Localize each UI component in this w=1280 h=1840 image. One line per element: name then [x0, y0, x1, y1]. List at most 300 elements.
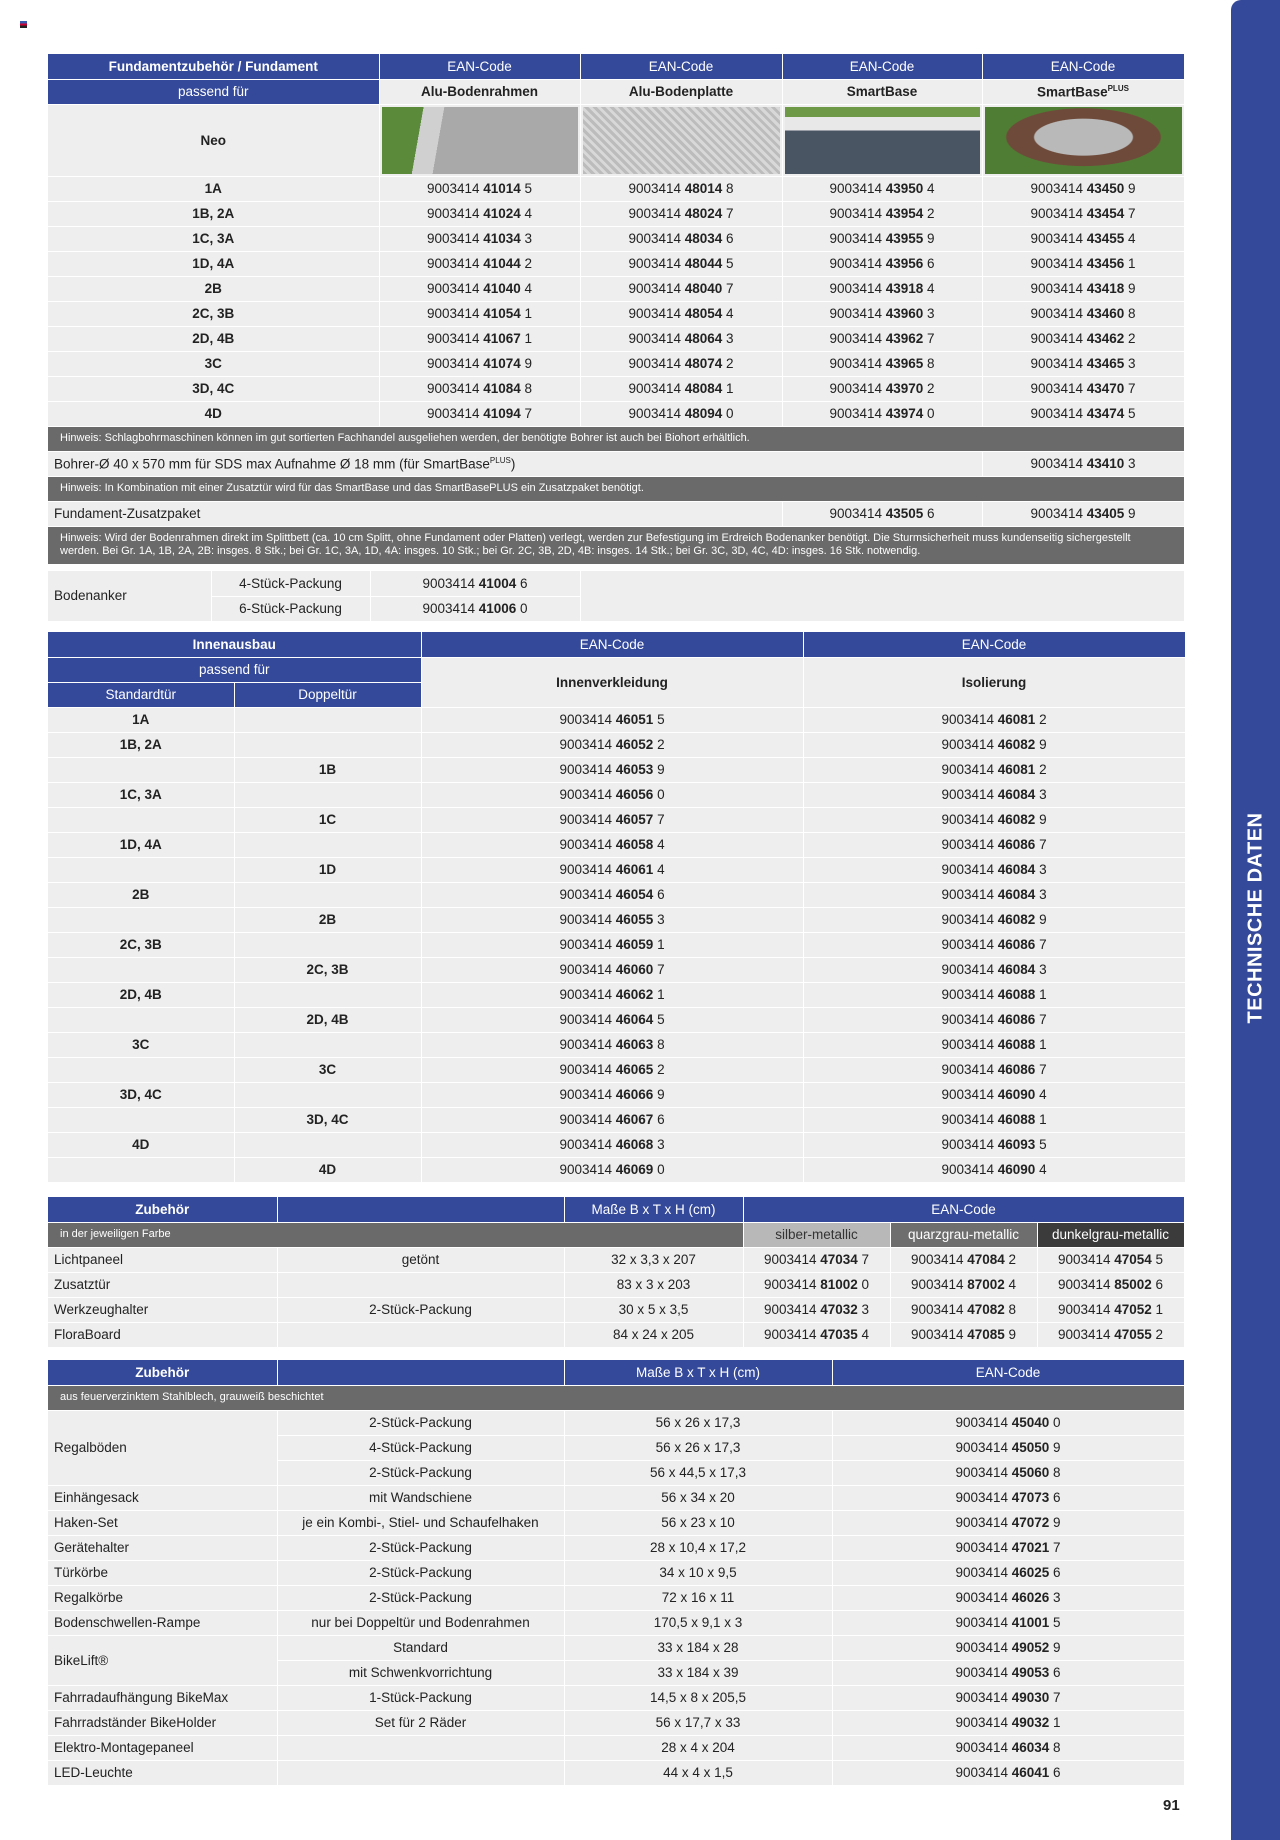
ean-check-digit: 1 — [1049, 1715, 1061, 1730]
item-note — [277, 1735, 564, 1760]
standardtuer-size: 2B — [48, 882, 234, 907]
zubehoer-farbe-table — [48, 1197, 1185, 1348]
isolierung-ean — [803, 1082, 1185, 1107]
ean-code — [832, 1660, 1184, 1685]
ean-article-number: 41054 — [483, 306, 521, 321]
table-row — [48, 1410, 1184, 1435]
ean-code — [832, 1735, 1184, 1760]
table-row — [48, 1710, 1184, 1735]
ean-check-digit: 4 — [857, 1327, 870, 1342]
standardtuer-size — [48, 1007, 234, 1032]
item-note: je ein Kombi-, Stiel- und Schaufelhaken — [277, 1510, 564, 1535]
ean-prefix: 9003414 — [910, 1302, 968, 1317]
item-dimensions: 84 x 24 x 205 — [564, 1322, 743, 1347]
ean-article-number: 41006 — [478, 601, 517, 616]
ean-article-number: 49053 — [1011, 1665, 1050, 1680]
item-note: 2-Stück-Packung — [277, 1535, 564, 1560]
ean-prefix: 9003414 — [829, 506, 886, 521]
color-silber-metallic: silber-metallic — [743, 1222, 890, 1247]
ean-check-digit: 2 — [1004, 1252, 1017, 1267]
ean-article-number: 46084 — [997, 962, 1036, 977]
item-note: 2-Stück-Packung — [277, 1410, 564, 1435]
ean-prefix: 9003414 — [628, 256, 685, 271]
ean-article-number: 47085 — [967, 1327, 1005, 1342]
ean-check-digit: 3 — [520, 231, 533, 246]
ean-check-digit: 9 — [1049, 1515, 1061, 1530]
table-row — [48, 1485, 1184, 1510]
ean-article-number: 47055 — [1114, 1327, 1152, 1342]
ean-code — [782, 301, 982, 326]
ean-check-digit: 7 — [653, 812, 665, 827]
ean-article-number: 49030 — [1011, 1690, 1050, 1705]
ean-prefix: 9003414 — [955, 1440, 1012, 1455]
ean-code — [832, 1485, 1184, 1510]
ean-check-digit: 2 — [1035, 762, 1047, 777]
ean-prefix: 9003414 — [941, 1087, 998, 1102]
ean-article-number: 41094 — [483, 406, 521, 421]
ean-code — [782, 276, 982, 301]
ean-prefix: 9003414 — [426, 206, 484, 221]
ean-prefix: 9003414 — [422, 601, 479, 616]
bodenanker-ean — [370, 571, 580, 596]
ean-check-digit: 9 — [653, 1087, 665, 1102]
ean-prefix: 9003414 — [829, 181, 886, 196]
page-number: 91 — [1163, 1797, 1180, 1814]
ean-prefix: 9003414 — [941, 1137, 998, 1152]
ean-prefix: 9003414 — [829, 356, 886, 371]
ean-prefix: 9003414 — [941, 1062, 998, 1077]
ean-article-number: 41004 — [478, 575, 517, 591]
isolierung-ean — [803, 1007, 1185, 1032]
product-alu-bodenplatte: Alu-Bodenplatte — [580, 79, 782, 104]
ean-article-number: 48034 — [684, 231, 723, 246]
standardtuer-size — [48, 957, 234, 982]
ean-check-digit: 2 — [923, 206, 935, 221]
table-row — [48, 957, 1185, 982]
ean-article-number: 46060 — [615, 962, 654, 977]
ean-check-digit: 1 — [1035, 987, 1047, 1002]
ean-prefix: 9003414 — [628, 181, 685, 196]
ean-prefix: 9003414 — [763, 1277, 821, 1292]
item-name: Einhängesack — [48, 1485, 277, 1510]
ean-article-number: 43956 — [885, 256, 924, 271]
ean-header: EAN-Code — [743, 1197, 1184, 1222]
ean-article-number: 46088 — [997, 987, 1036, 1002]
ean-check-digit: 0 — [857, 1277, 870, 1292]
ean-article-number: 46082 — [997, 812, 1036, 827]
ean-prefix: 9003414 — [559, 887, 616, 902]
ean-article-number: 46082 — [997, 912, 1036, 927]
table-row — [48, 351, 1184, 376]
ean-code — [890, 1297, 1037, 1322]
color-quarzgrau-metallic: quarzgrau-metallic — [890, 1222, 1037, 1247]
ean-check-digit: 3 — [923, 306, 935, 321]
ean-code — [832, 1560, 1184, 1585]
table-row — [48, 732, 1185, 757]
ean-article-number: 43474 — [1086, 406, 1125, 421]
innenverkleidung-ean — [421, 807, 803, 832]
table-row — [48, 1560, 1184, 1585]
ean-article-number: 48044 — [684, 256, 723, 271]
table-row — [48, 782, 1185, 807]
ean-prefix: 9003414 — [559, 787, 616, 802]
size-label: 1B, 2A — [48, 201, 379, 226]
smartbase-plus-image — [982, 104, 1184, 176]
ean-article-number: 41067 — [483, 331, 521, 346]
ean-prefix: 9003414 — [941, 1012, 998, 1027]
bodenanker-label: Bodenanker — [48, 571, 211, 621]
ean-article-number: 46025 — [1011, 1565, 1050, 1580]
pack-size: 6-Stück-Packung — [211, 596, 370, 621]
ean-article-number: 45060 — [1011, 1465, 1050, 1480]
ean-prefix: 9003414 — [941, 712, 998, 727]
ean-check-digit: 5 — [653, 1012, 665, 1027]
ean-article-number: 43962 — [885, 331, 924, 346]
item-note: 2-Stück-Packung — [277, 1585, 564, 1610]
ean-check-digit: 7 — [1035, 837, 1047, 852]
innenverkleidung-ean — [421, 1007, 803, 1032]
bohrer-label — [48, 451, 982, 476]
innenverkleidung-ean — [421, 1082, 803, 1107]
ean-check-digit: 5 — [1151, 1252, 1164, 1267]
ean-prefix: 9003414 — [941, 1162, 998, 1177]
ean-check-digit: 4 — [1124, 231, 1136, 246]
ean-code — [982, 251, 1184, 276]
ean-check-digit: 4 — [1004, 1277, 1017, 1292]
ean-check-digit: 6 — [653, 887, 665, 902]
ean-check-digit: 4 — [1035, 1087, 1047, 1102]
ean-code — [1037, 1247, 1184, 1272]
ean-code — [379, 301, 580, 326]
ean-check-digit: 4 — [722, 306, 734, 321]
innenverkleidung-ean — [421, 1157, 803, 1182]
zusatzpaket-ean — [782, 501, 982, 526]
ean-article-number: 87002 — [967, 1277, 1005, 1292]
ean-prefix: 9003414 — [628, 206, 685, 221]
color-dunkelgrau-metallic: dunkelgrau-metallic — [1037, 1222, 1184, 1247]
ean-code — [832, 1635, 1184, 1660]
section-sidebar-tab — [1231, 0, 1280, 1840]
item-note: 2-Stück-Packung — [277, 1297, 564, 1322]
hint-farbe: in der jeweiligen Farbe — [48, 1222, 743, 1247]
ean-check-digit: 9 — [1124, 181, 1136, 196]
item-dimensions: 30 x 5 x 3,5 — [564, 1297, 743, 1322]
ean-article-number: 46081 — [997, 712, 1036, 727]
ean-code — [982, 201, 1184, 226]
doppeltuer-size: 2B — [234, 907, 421, 932]
table-row — [48, 1685, 1184, 1710]
ean-check-digit: 3 — [1035, 862, 1047, 877]
standardtuer-size: 2C, 3B — [48, 932, 234, 957]
ean-code — [782, 226, 982, 251]
ean-article-number: 41034 — [483, 231, 521, 246]
ean-prefix: 9003414 — [955, 1740, 1012, 1755]
ean-article-number: 47054 — [1114, 1252, 1152, 1267]
ean-article-number: 41040 — [483, 281, 521, 296]
ean-prefix: 9003414 — [955, 1640, 1012, 1655]
ean-prefix: 9003414 — [426, 356, 484, 371]
ean-article-number: 41074 — [483, 356, 521, 371]
ean-prefix: 9003414 — [829, 306, 886, 321]
item-note: 4-Stück-Packung — [277, 1435, 564, 1460]
table-row — [48, 376, 1184, 401]
zubehoer-stahl-table — [48, 1360, 1185, 1786]
ean-check-digit: 2 — [722, 356, 734, 371]
ean-article-number: 46054 — [615, 887, 654, 902]
standardtuer-size — [48, 807, 234, 832]
ean-article-number: 45040 — [1011, 1415, 1050, 1430]
ean-check-digit: 6 — [1151, 1277, 1164, 1292]
ean-check-digit: 0 — [722, 406, 734, 421]
ean-code — [782, 251, 982, 276]
ean-code — [832, 1610, 1184, 1635]
ean-prefix: 9003414 — [941, 962, 998, 977]
ean-check-digit: 3 — [653, 1137, 665, 1152]
ean-prefix: 9003414 — [559, 1012, 616, 1027]
item-name: Fahrradständer BikeHolder — [48, 1710, 277, 1735]
item-note: mit Wandschiene — [277, 1485, 564, 1510]
ean-article-number: 49052 — [1011, 1640, 1050, 1655]
ean-article-number: 45050 — [1011, 1440, 1050, 1455]
ean-prefix: 9003414 — [955, 1715, 1012, 1730]
doppeltuer-size: 4D — [234, 1157, 421, 1182]
hint-schlagbohrmaschinen: Hinweis: Schlagbohrmaschinen können im gut sortierten Fachhandel ausgeliehen werden, der benötigte Bohrer ist auch bei Biohort erhältlich. — [48, 426, 1184, 451]
ean-prefix: 9003414 — [628, 356, 685, 371]
ean-prefix: 9003414 — [941, 787, 998, 802]
table-row — [48, 1535, 1184, 1560]
ean-code — [743, 1247, 890, 1272]
ean-prefix: 9003414 — [763, 1252, 821, 1267]
ean-check-digit: 9 — [923, 231, 935, 246]
ean-code — [580, 251, 782, 276]
item-dimensions: 72 x 16 x 11 — [564, 1585, 832, 1610]
ean-check-digit: 6 — [1049, 1565, 1061, 1580]
ean-article-number: 47084 — [967, 1252, 1005, 1267]
ean-check-digit: 7 — [1035, 1062, 1047, 1077]
item-dimensions: 14,5 x 8 x 205,5 — [564, 1685, 832, 1710]
table-row — [48, 176, 1184, 201]
ean-code — [982, 376, 1184, 401]
ean-article-number: 43950 — [885, 181, 924, 196]
standardtuer-size: 4D — [48, 1132, 234, 1157]
hint-zusatztuer: Hinweis: In Kombination mit einer Zusatztür wird für das SmartBase und das SmartBasePLUS ein Zusatzpaket benötigt. — [48, 476, 1184, 501]
ean-article-number: 46082 — [997, 737, 1036, 752]
ean-article-number: 43450 — [1086, 181, 1125, 196]
ean-article-number: 46084 — [997, 862, 1036, 877]
hint-stahlblech: aus feuerverzinktem Stahlblech, grauweiß beschichtet — [48, 1385, 1184, 1410]
ean-prefix: 9003414 — [559, 712, 616, 727]
ean-article-number: 46063 — [615, 1037, 654, 1052]
ean-prefix: 9003414 — [941, 737, 998, 752]
item-name: Fahrradaufhängung BikeMax — [48, 1685, 277, 1710]
ean-code — [379, 226, 580, 251]
ean-article-number: 46056 — [615, 787, 654, 802]
item-note: getönt — [277, 1247, 564, 1272]
ean-check-digit: 3 — [1035, 962, 1047, 977]
ean-article-number: 46088 — [997, 1037, 1036, 1052]
doppeltuer-size — [234, 732, 421, 757]
ean-prefix: 9003414 — [628, 331, 685, 346]
ean-check-digit: 0 — [923, 406, 935, 421]
innenausbau-table — [48, 632, 1186, 1183]
ean-article-number: 46051 — [615, 712, 654, 727]
ean-check-digit: 9 — [1035, 912, 1047, 927]
ean-prefix: 9003414 — [559, 1112, 616, 1127]
ean-check-digit: 5 — [722, 256, 734, 271]
size-label: 3C — [48, 351, 379, 376]
table-row — [48, 832, 1185, 857]
ean-article-number: 46090 — [997, 1162, 1036, 1177]
table-row — [48, 1007, 1185, 1032]
size-label: 3D, 4C — [48, 376, 379, 401]
ean-prefix: 9003414 — [941, 837, 998, 852]
ean-article-number: 43970 — [885, 381, 924, 396]
table-row — [48, 1157, 1185, 1182]
ean-check-digit: 8 — [520, 381, 533, 396]
ean-code — [782, 201, 982, 226]
bodenanker-table — [48, 571, 1185, 622]
ean-prefix: 9003414 — [955, 1665, 1012, 1680]
isolierung-ean — [803, 1132, 1185, 1157]
ean-article-number: 48064 — [684, 331, 723, 346]
ean-prefix: 9003414 — [955, 1415, 1012, 1430]
item-dimensions: 32 x 3,3 x 207 — [564, 1247, 743, 1272]
item-name: Gerätehalter — [48, 1535, 277, 1560]
ean-prefix: 9003414 — [941, 912, 998, 927]
innenverkleidung-ean — [421, 957, 803, 982]
ean-code — [379, 276, 580, 301]
item-dimensions: 56 x 17,7 x 33 — [564, 1710, 832, 1735]
ean-article-number: 46084 — [997, 887, 1036, 902]
product-smartbase-plus — [982, 79, 1184, 104]
ean-check-digit: 2 — [1124, 331, 1136, 346]
ean-code — [982, 276, 1184, 301]
product-name: SmartBase — [1037, 84, 1108, 100]
ean-prefix: 9003414 — [559, 962, 616, 977]
ean-prefix: 9003414 — [559, 837, 616, 852]
ean-article-number: 46086 — [997, 937, 1036, 952]
ean-article-number: 46026 — [1011, 1590, 1050, 1605]
ean-code — [379, 376, 580, 401]
ean-prefix: 9003414 — [763, 1302, 821, 1317]
ean-prefix: 9003414 — [955, 1765, 1012, 1780]
innenverkleidung-ean — [421, 707, 803, 732]
ean-prefix: 9003414 — [422, 575, 479, 591]
ean-prefix: 9003414 — [1030, 406, 1087, 421]
item-dimensions: 56 x 23 x 10 — [564, 1510, 832, 1535]
ean-prefix: 9003414 — [1030, 381, 1087, 396]
ean-prefix: 9003414 — [955, 1565, 1012, 1580]
isolierung-ean — [803, 732, 1185, 757]
ean-check-digit: 4 — [923, 281, 935, 296]
ean-check-digit: 4 — [1035, 1162, 1047, 1177]
ean-code — [743, 1297, 890, 1322]
ean-article-number: 46052 — [615, 737, 654, 752]
item-note — [277, 1760, 564, 1785]
table-row — [48, 301, 1184, 326]
ean-article-number: 49032 — [1011, 1715, 1050, 1730]
ean-prefix: 9003414 — [941, 937, 998, 952]
ean-prefix: 9003414 — [941, 812, 998, 827]
ean-check-digit: 5 — [1035, 1137, 1047, 1152]
size-label: 4D — [48, 401, 379, 426]
ean-prefix: 9003414 — [426, 381, 484, 396]
ean-prefix: 9003414 — [955, 1490, 1012, 1505]
ean-article-number: 46088 — [997, 1112, 1036, 1127]
table-row — [48, 1510, 1184, 1535]
item-dimensions: 56 x 34 x 20 — [564, 1485, 832, 1510]
table-row — [48, 251, 1184, 276]
model-neo: Neo — [48, 104, 379, 176]
ean-article-number: 41084 — [483, 381, 521, 396]
ean-prefix: 9003414 — [1057, 1302, 1115, 1317]
ean-check-digit: 1 — [1151, 1302, 1164, 1317]
ean-code — [1037, 1272, 1184, 1297]
standardtuer-size: 3D, 4C — [48, 1082, 234, 1107]
doppeltuer-size — [234, 707, 421, 732]
ean-article-number: 43965 — [885, 356, 924, 371]
ean-check-digit: 2 — [1035, 712, 1047, 727]
item-dimensions: 34 x 10 x 9,5 — [564, 1560, 832, 1585]
ean-code — [580, 376, 782, 401]
ean-code — [982, 326, 1184, 351]
ean-prefix: 9003414 — [426, 256, 484, 271]
ean-article-number: 48094 — [684, 406, 723, 421]
ean-prefix: 9003414 — [763, 1327, 821, 1342]
ean-header: EAN-Code — [379, 54, 580, 79]
sidebar-label: TECHNISCHE DATEN — [1244, 812, 1266, 1024]
smartbase-image — [782, 104, 982, 176]
ean-check-digit: 7 — [1049, 1690, 1061, 1705]
ean-article-number: 46086 — [997, 837, 1036, 852]
ean-code — [580, 401, 782, 426]
table-row — [48, 1585, 1184, 1610]
ean-article-number: 41001 — [1011, 1615, 1050, 1630]
innenverkleidung-ean — [421, 1132, 803, 1157]
fundament-table — [48, 54, 1185, 565]
empty-cell — [580, 571, 1184, 621]
ean-code — [982, 226, 1184, 251]
table-row — [48, 276, 1184, 301]
ean-prefix: 9003414 — [559, 737, 616, 752]
ean-check-digit: 1 — [722, 381, 734, 396]
ean-article-number: 47032 — [820, 1302, 858, 1317]
table-row — [48, 1272, 1184, 1297]
ean-article-number: 47073 — [1011, 1490, 1050, 1505]
doppeltuer-size: 2C, 3B — [234, 957, 421, 982]
size-label: 2C, 3B — [48, 301, 379, 326]
ean-check-digit: 8 — [1049, 1465, 1061, 1480]
ean-prefix: 9003414 — [559, 937, 616, 952]
ean-code — [832, 1535, 1184, 1560]
ean-prefix: 9003414 — [910, 1277, 968, 1292]
ean-article-number: 46059 — [615, 937, 654, 952]
standardtuer-size: 2D, 4B — [48, 982, 234, 1007]
ean-check-digit: 6 — [923, 506, 935, 521]
ean-prefix: 9003414 — [1030, 306, 1087, 321]
item-name: Regalkörbe — [48, 1585, 277, 1610]
ean-article-number: 47021 — [1011, 1540, 1050, 1555]
size-label: 1A — [48, 176, 379, 201]
blank-header — [277, 1197, 564, 1222]
ean-prefix: 9003414 — [1030, 206, 1087, 221]
table-row — [48, 1082, 1185, 1107]
ean-article-number: 41044 — [483, 256, 521, 271]
item-note — [277, 1272, 564, 1297]
doppeltuer-size: 1B — [234, 757, 421, 782]
ean-article-number: 46086 — [997, 1012, 1036, 1027]
table-row — [48, 1247, 1184, 1272]
